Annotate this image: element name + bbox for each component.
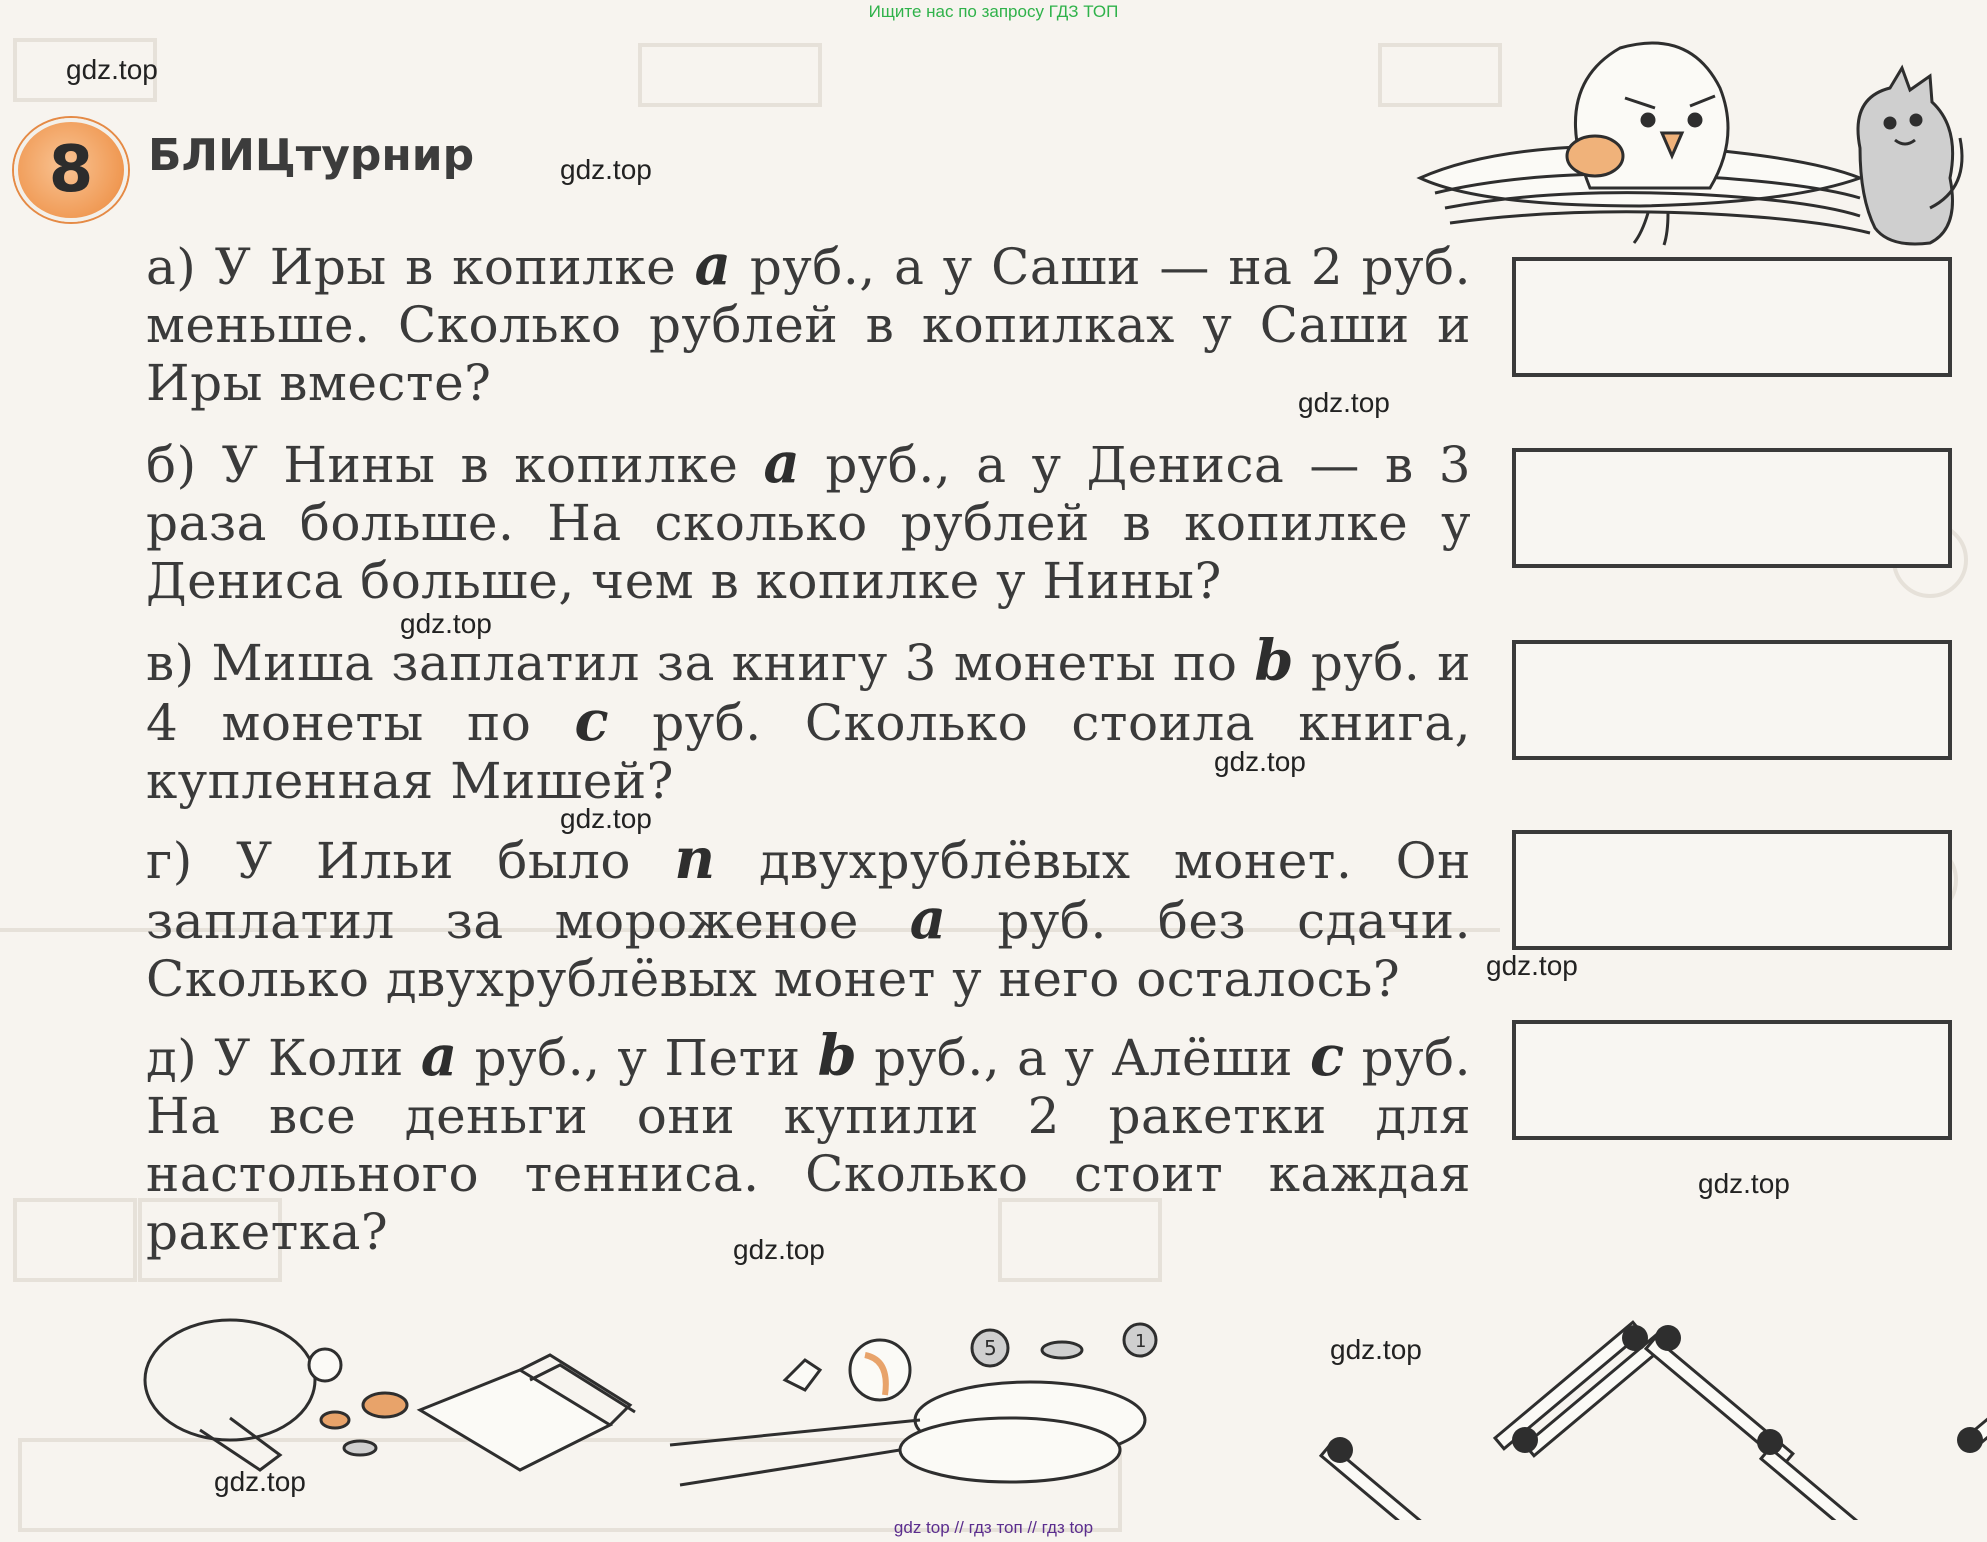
coin-label: 5: [984, 1336, 997, 1360]
watermark: gdz.top: [1330, 1334, 1422, 1365]
watermark: gdz.top: [560, 803, 652, 834]
answer-box-b[interactable]: [1512, 448, 1952, 568]
watermark: gdz.top: [560, 154, 652, 185]
problem-text: руб., у Пети: [457, 1029, 818, 1087]
footer-links[interactable]: gdz top // гдз топ // гдз top: [893, 1518, 1094, 1537]
coin-label: 1: [1135, 1331, 1147, 1352]
matchsticks-illustration: [1310, 1320, 1987, 1520]
variable: a: [694, 232, 732, 298]
task-title: БЛИЦтурнир: [148, 130, 475, 181]
problem-text: руб., а у Алёши: [857, 1029, 1310, 1087]
badminton-illustration: [630, 1310, 1190, 1500]
answer-box-e[interactable]: [1512, 1020, 1952, 1140]
problem-c: [146, 628, 1471, 810]
book-illustration: [410, 1340, 650, 1490]
task-number: 8: [48, 133, 94, 207]
variable: a: [763, 430, 801, 496]
variable: b: [817, 1023, 858, 1089]
problem-text: руб., а у Саши — на 2 руб. меньше. Сколько рублей в копилках у Саши и Иры вместе?: [146, 238, 1472, 412]
answer-box-d[interactable]: [1512, 830, 1952, 950]
watermark: gdz.top: [400, 608, 492, 639]
problem-text: руб. На все деньги они купили 2 ракетки для настольного тенниса. Сколько стоит каждая ракетка?: [146, 1029, 1471, 1261]
variable: a: [420, 1023, 458, 1089]
watermark: gdz.top: [66, 54, 158, 85]
problem-e: [146, 1023, 1471, 1261]
answer-box-a[interactable]: [1512, 257, 1952, 377]
problem-text: а) У Иры в копилке: [146, 238, 695, 296]
top-banner[interactable]: Ищите нас по запросу ГДЗ ТОП: [868, 2, 1119, 21]
problem-text: руб. без сдачи. Сколько двухрублёвых монет у него осталось?: [146, 892, 1471, 1008]
problem-a: [146, 232, 1472, 412]
watermark: gdz.top: [1298, 387, 1390, 418]
bird-and-cat-illustration: [1390, 28, 1980, 268]
answer-box-c[interactable]: [1512, 640, 1952, 760]
problem-text: в) Миша заплатил за книгу 3 монеты по: [146, 634, 1255, 692]
problem-text: б) У Нины в копилке: [146, 436, 764, 494]
problem-text: д) У Коли: [146, 1029, 421, 1087]
problem-d: [146, 826, 1471, 1008]
variable: b: [1254, 628, 1295, 694]
variable: n: [674, 826, 716, 892]
problem-text: руб. Сколько стоила книга, купленная Мишей?: [146, 694, 1471, 810]
watermark: gdz.top: [1698, 1168, 1790, 1199]
watermark: gdz.top: [733, 1234, 825, 1265]
watermark: gdz.top: [1486, 950, 1578, 981]
variable: c: [574, 688, 610, 754]
watermark: gdz.top: [214, 1466, 306, 1497]
problem-text: руб. и 4 монеты по: [146, 634, 1471, 752]
problem-text: руб., а у Дениса — в 3 раза больше. На сколько рублей в копилке у Дениса больше, чем в копилке у Нины?: [146, 436, 1472, 610]
variable: c: [1309, 1023, 1345, 1089]
variable: a: [909, 886, 947, 952]
problem-text: г) У Ильи было: [146, 832, 675, 890]
task-number-badge: [14, 118, 128, 222]
watermark: gdz.top: [1214, 746, 1306, 777]
problem-text: двухрублёвых монет. Он заплатил за мороженое: [146, 832, 1471, 950]
problem-b: [146, 430, 1472, 610]
